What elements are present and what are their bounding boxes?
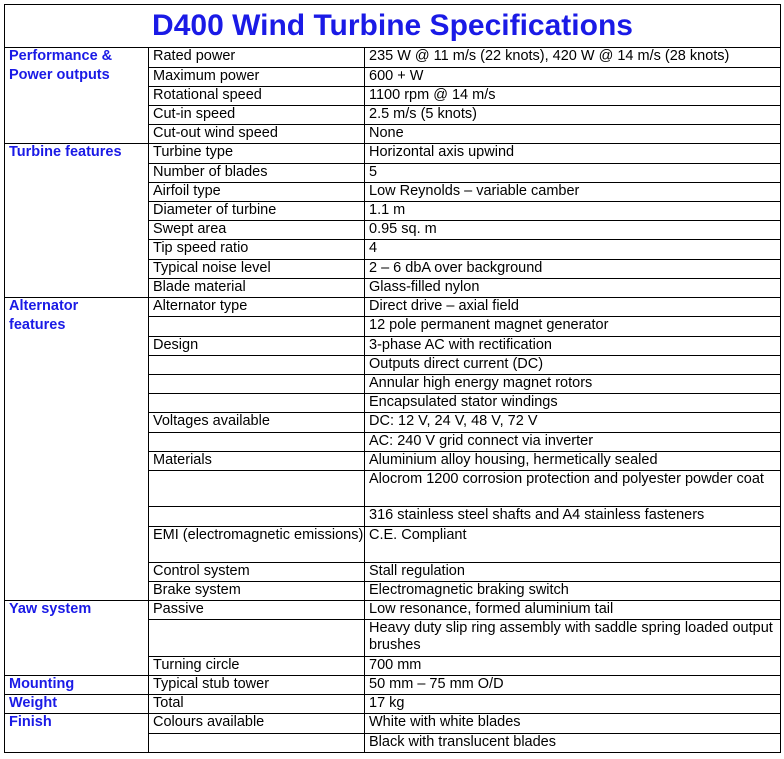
spec-name-cell: Typical noise level xyxy=(149,259,365,278)
category-cell xyxy=(5,562,149,581)
category-cell: Finish xyxy=(5,714,149,733)
spec-name-cell: Turning circle xyxy=(149,656,365,675)
spec-name-cell: Maximum power xyxy=(149,67,365,86)
spec-name-cell xyxy=(149,620,365,656)
spec-name-cell: Design xyxy=(149,336,365,355)
table-row xyxy=(5,582,781,601)
spec-value-cell: Black with translucent blades xyxy=(365,733,781,752)
spec-value-cell: Annular high energy magnet rotors xyxy=(365,374,781,393)
spec-name-cell xyxy=(149,394,365,413)
category-cell xyxy=(5,125,149,144)
category-cell xyxy=(5,582,149,601)
spec-name-cell xyxy=(149,507,365,526)
spec-value-cell: 1100 rpm @ 14 m/s xyxy=(365,86,781,105)
spec-value-cell: DC: 12 V, 24 V, 48 V, 72 V xyxy=(365,413,781,432)
category-cell: Mounting xyxy=(5,676,149,695)
spec-value-cell: Low resonance, formed aluminium tail xyxy=(365,601,781,620)
table-row xyxy=(5,507,781,526)
spec-name-cell: Typical stub tower xyxy=(149,676,365,695)
spec-value-cell: 700 mm xyxy=(365,656,781,675)
title-row xyxy=(5,5,781,48)
table-row xyxy=(5,202,781,221)
table-row xyxy=(5,221,781,240)
table-row xyxy=(5,240,781,259)
category-cell xyxy=(5,163,149,182)
spec-value-cell: 5 xyxy=(365,163,781,182)
spec-name-cell xyxy=(149,374,365,393)
spec-name-cell: Diameter of turbine xyxy=(149,202,365,221)
category-cell xyxy=(5,470,149,506)
spec-name-cell: Blade material xyxy=(149,278,365,297)
table-row xyxy=(5,86,781,105)
spec-value-cell: 235 W @ 11 m/s (22 knots), 420 W @ 14 m/s (28 knots) xyxy=(365,48,781,67)
category-cell xyxy=(5,202,149,221)
table-row xyxy=(5,656,781,675)
table-row xyxy=(5,125,781,144)
spec-table xyxy=(4,4,781,753)
table-row xyxy=(5,106,781,125)
table-row xyxy=(5,259,781,278)
spec-name-cell xyxy=(149,317,365,336)
category-cell xyxy=(5,620,149,656)
category-cell xyxy=(5,106,149,125)
spec-name-cell: Alternator type xyxy=(149,298,365,317)
spec-value-cell: Aluminium alloy housing, hermetically sealed xyxy=(365,451,781,470)
spec-value-cell: 12 pole permanent magnet generator xyxy=(365,317,781,336)
table-row xyxy=(5,432,781,451)
category-cell xyxy=(5,394,149,413)
category-cell: Weight xyxy=(5,695,149,714)
spec-value-cell: AC: 240 V grid connect via inverter xyxy=(365,432,781,451)
spec-value-cell: Stall regulation xyxy=(365,562,781,581)
spec-name-cell: Airfoil type xyxy=(149,182,365,201)
spec-name-cell: Tip speed ratio xyxy=(149,240,365,259)
spec-name-cell: Materials xyxy=(149,451,365,470)
spec-name-cell xyxy=(149,432,365,451)
spec-value-cell: 3-phase AC with rectification xyxy=(365,336,781,355)
table-row xyxy=(5,355,781,374)
spec-name-cell xyxy=(149,355,365,374)
spec-name-cell xyxy=(149,733,365,752)
spec-value-cell: C.E. Compliant xyxy=(365,526,781,562)
table-row xyxy=(5,470,781,506)
table-row xyxy=(5,163,781,182)
category-cell xyxy=(5,278,149,297)
spec-name-cell: Swept area xyxy=(149,221,365,240)
spec-value-cell: Heavy duty slip ring assembly with saddle spring loaded output brushes xyxy=(365,620,781,656)
spec-value-cell: Horizontal axis upwind xyxy=(365,144,781,163)
spec-value-cell: 4 xyxy=(365,240,781,259)
table-row xyxy=(5,67,781,86)
table-row xyxy=(5,298,781,317)
spec-value-cell: None xyxy=(365,125,781,144)
table-row xyxy=(5,144,781,163)
category-cell: Alternator xyxy=(5,298,149,317)
category-cell xyxy=(5,221,149,240)
spec-name-cell: Passive xyxy=(149,601,365,620)
spec-name-cell: Brake system xyxy=(149,582,365,601)
table-row xyxy=(5,394,781,413)
spec-value-cell: 316 stainless steel shafts and A4 stainless fasteners xyxy=(365,507,781,526)
spec-value-cell: 1.1 m xyxy=(365,202,781,221)
spec-name-cell: Control system xyxy=(149,562,365,581)
table-row xyxy=(5,676,781,695)
category-cell xyxy=(5,86,149,105)
category-cell: Turbine features xyxy=(5,144,149,163)
category-cell xyxy=(5,733,149,752)
spec-value-cell: Outputs direct current (DC) xyxy=(365,355,781,374)
spec-name-cell: Turbine type xyxy=(149,144,365,163)
table-row xyxy=(5,695,781,714)
category-cell xyxy=(5,259,149,278)
spec-value-cell: Alocrom 1200 corrosion protection and polyester powder coat xyxy=(365,470,781,506)
table-row xyxy=(5,413,781,432)
category-cell xyxy=(5,507,149,526)
category-cell xyxy=(5,656,149,675)
table-row xyxy=(5,48,781,67)
category-cell xyxy=(5,526,149,562)
spec-name-cell xyxy=(149,470,365,506)
category-cell xyxy=(5,374,149,393)
spec-name-cell: Colours available xyxy=(149,714,365,733)
category-cell xyxy=(5,451,149,470)
spec-table-body xyxy=(5,5,781,753)
table-row xyxy=(5,601,781,620)
spec-value-cell: White with white blades xyxy=(365,714,781,733)
page-title: D400 Wind Turbine Specifications xyxy=(5,5,781,48)
category-cell: Power outputs xyxy=(5,67,149,86)
table-row xyxy=(5,733,781,752)
category-cell xyxy=(5,355,149,374)
spec-value-cell: Low Reynolds – variable camber xyxy=(365,182,781,201)
category-cell xyxy=(5,336,149,355)
spec-name-cell: Cut-in speed xyxy=(149,106,365,125)
spec-name-cell: Cut-out wind speed xyxy=(149,125,365,144)
category-cell xyxy=(5,432,149,451)
category-cell xyxy=(5,182,149,201)
category-cell: features xyxy=(5,317,149,336)
category-cell: Yaw system xyxy=(5,601,149,620)
table-row xyxy=(5,714,781,733)
spec-name-cell: Total xyxy=(149,695,365,714)
spec-name-cell: Rotational speed xyxy=(149,86,365,105)
spec-value-cell: Encapsulated stator windings xyxy=(365,394,781,413)
table-row xyxy=(5,336,781,355)
category-cell: Performance & xyxy=(5,48,149,67)
spec-value-cell: 17 kg xyxy=(365,695,781,714)
spec-value-cell: 50 mm – 75 mm O/D xyxy=(365,676,781,695)
table-row xyxy=(5,526,781,562)
table-row xyxy=(5,562,781,581)
spec-value-cell: 2 – 6 dbA over background xyxy=(365,259,781,278)
category-cell xyxy=(5,240,149,259)
spec-name-cell: Number of blades xyxy=(149,163,365,182)
spec-value-cell: Direct drive – axial field xyxy=(365,298,781,317)
spec-name-cell: Rated power xyxy=(149,48,365,67)
spec-value-cell: 600 + W xyxy=(365,67,781,86)
table-row xyxy=(5,374,781,393)
table-row xyxy=(5,451,781,470)
table-row xyxy=(5,182,781,201)
spec-value-cell: 0.95 sq. m xyxy=(365,221,781,240)
table-row xyxy=(5,278,781,297)
spec-value-cell: Electromagnetic braking switch xyxy=(365,582,781,601)
spec-name-cell: EMI (electromagnetic emissions) xyxy=(149,526,365,562)
spec-name-cell: Voltages available xyxy=(149,413,365,432)
table-row xyxy=(5,317,781,336)
table-row xyxy=(5,620,781,656)
spec-value-cell: Glass-filled nylon xyxy=(365,278,781,297)
category-cell xyxy=(5,413,149,432)
spec-value-cell: 2.5 m/s (5 knots) xyxy=(365,106,781,125)
